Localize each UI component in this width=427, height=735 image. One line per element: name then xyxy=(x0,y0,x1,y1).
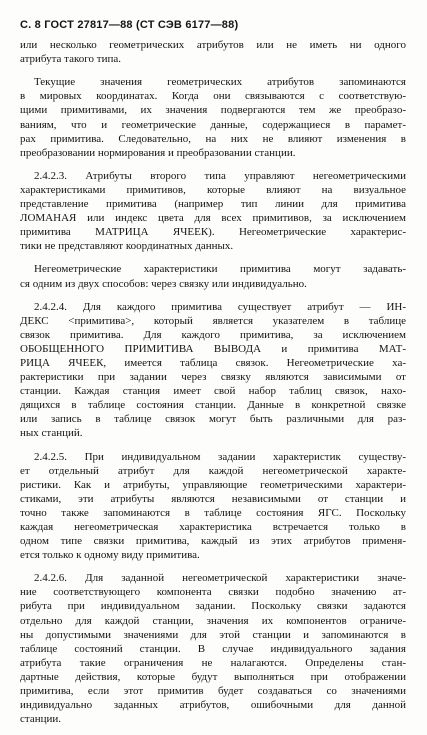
text-line: ЛОМАНАЯ или индекс цвета для всех примитивов, за исключением xyxy=(20,212,406,225)
text-line: или запись в таблице связок могут быть различными для раз- xyxy=(20,413,406,426)
text-line: ние соответствующего компонента связки подобно значению ат- xyxy=(20,586,406,599)
text-line: связок примитива. Для каждого примитива, за исключением xyxy=(20,328,406,341)
document-page xyxy=(20,18,406,735)
text-line: ОБОБЩЕННОГО ПРИМИТИВА ВЫВОДА и примитива МАТ- xyxy=(20,342,406,355)
text-line: точно также запоминаются в таблице состояния ЯГС. Поскольку xyxy=(20,506,406,519)
text-line: атрибута такие ограничения не налагаются. Определены стан- xyxy=(20,656,406,669)
paragraph xyxy=(20,571,406,726)
text-line: примитива, если этот примитив будет создаваться со значениями xyxy=(20,685,406,698)
text-line: стиками, эти атрибуты являются независимыми от станции и xyxy=(20,492,406,505)
text-line: преобразовании нормирования и преобразовании станции. xyxy=(20,146,296,159)
text-line: 2.4.2.3. Атрибуты второго типа управляют негеометрическими xyxy=(34,169,406,182)
text-line: Текущие значения геометрических атрибутов запоминаются xyxy=(34,76,406,89)
text-line: ны допустимыми значениями для этой станции и запоминаются в xyxy=(20,628,406,641)
text-line: рибута при индивидуальном задании. Поскольку связки задаются xyxy=(20,600,406,613)
text-line: примитива МАТРИЦА ЯЧЕЕК). Негеометрические характерис- xyxy=(20,226,406,239)
text-line: одном типе связки примитива, каждый из этих атрибутов применя- xyxy=(20,535,406,548)
text-line: индивидуально заданных атрибутов, ошибочными для данной xyxy=(20,699,406,712)
text-line: ваниям, что и геометрические данные, содержащиеся в парамет- xyxy=(20,118,406,131)
text-line: ет отдельный атрибут для каждой негеометрической характе- xyxy=(20,464,406,477)
paragraph xyxy=(20,75,406,160)
text-line: или несколько геометрических атрибутов или не иметь ни одного xyxy=(20,39,406,52)
paragraph xyxy=(20,38,406,66)
body-text xyxy=(20,38,406,726)
running-header: С. 8 ГОСТ 27817—88 (СТ СЭВ 6177—88) xyxy=(20,19,239,31)
text-line: каждая негеометрическая характеристика встречается только в xyxy=(20,521,406,533)
text-line: дартные действия, которые будут выполняться при отображении xyxy=(20,670,406,683)
text-line: ся одним из двух способов: через связку или индивидуально. xyxy=(20,277,307,290)
text-line: таблице состояний станции. В случае индивидуального задания xyxy=(20,642,406,655)
paragraph xyxy=(20,450,406,563)
text-line: щими примитивами, их значения подвергаются тем же преобразо- xyxy=(20,104,406,117)
text-line: 2.4.2.4. Для каждого примитива существует атрибут — ИН- xyxy=(34,300,406,313)
text-line: ных станций. xyxy=(20,427,83,440)
text-line: 2.4.2.6. Для заданной негеометрической характеристики значе- xyxy=(34,572,406,585)
paragraph xyxy=(20,300,406,441)
text-line: атрибута такого типа. xyxy=(20,53,121,66)
paragraph xyxy=(20,262,406,290)
text-line: Негеометрические характеристики примитива могут задавать- xyxy=(34,263,406,276)
text-line: станции. xyxy=(20,713,62,726)
paragraph xyxy=(20,169,406,254)
text-line: рах примитива. Следовательно, на них не влияют изменения в xyxy=(20,132,406,145)
text-line: представление примитива (например тип линии для примитива xyxy=(20,198,406,211)
text-line: дящихся в таблице состояния станции. Данные в конкретной связке xyxy=(20,399,406,412)
text-line: отдельно для каждой станции, значения их компонентов ограниче- xyxy=(20,614,406,627)
text-line: РИЦА ЯЧЕЕК, имеется таблица связок. Негеометрические ха- xyxy=(20,356,406,369)
text-line: ДЕКС <примитива>, который является указателем в таблице xyxy=(20,314,406,327)
text-line: рактеристики при задании через связку являются зависимыми от xyxy=(20,371,406,384)
text-line: 2.4.2.5. При индивидуальном задании характеристик существу- xyxy=(34,450,406,463)
text-line: ется только к одному виду примитива. xyxy=(20,549,200,562)
text-line: тики не представляют координатных данных. xyxy=(20,240,234,253)
text-line: станции. Каждая станция имеет свой набор таблиц связок, нахо- xyxy=(20,385,406,398)
text-line: в мировых координатах. Когда они связываются с соответствую- xyxy=(20,90,406,103)
text-line: ристики. Как и атрибуты, управляющие геометрическими характери- xyxy=(20,478,406,491)
text-line: характеристиками примитивов, которые влияют на визуальное xyxy=(20,183,406,196)
